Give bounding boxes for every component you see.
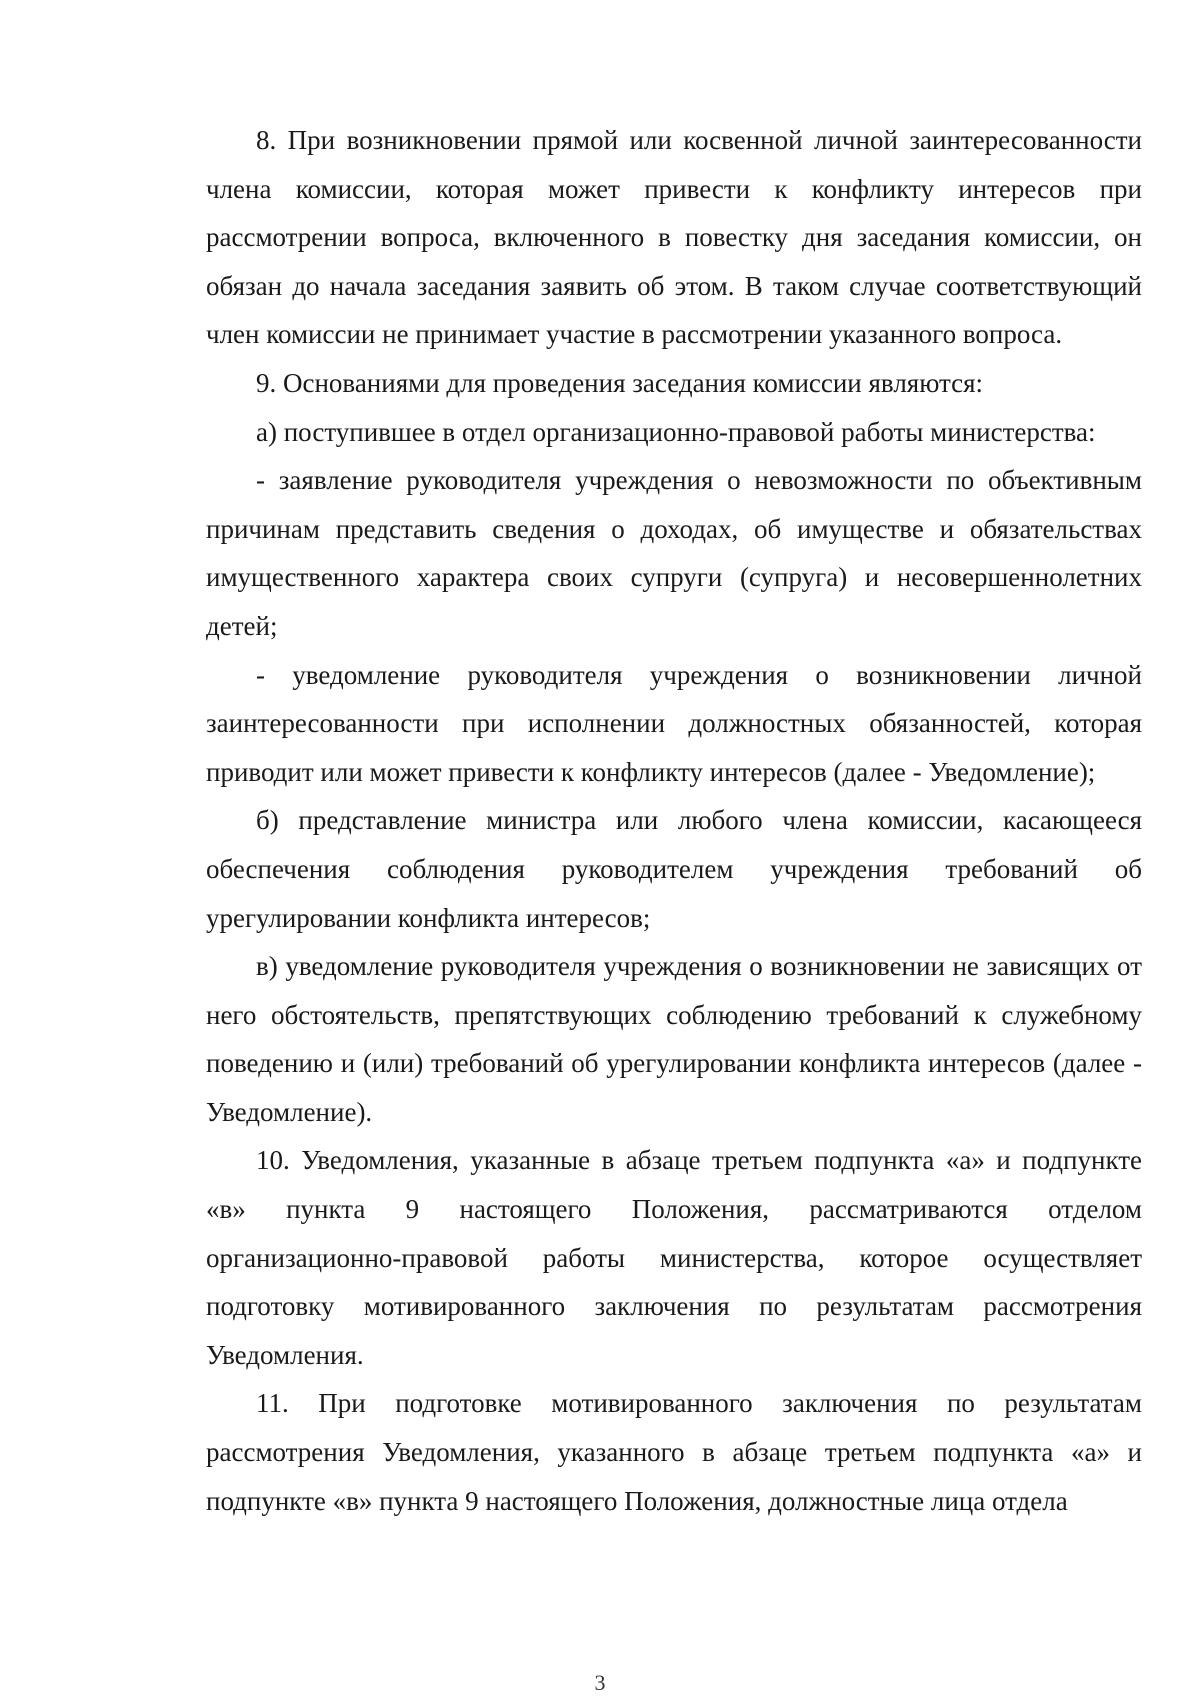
paragraph-subitem-a: а) поступившее в отдел организационно-правовой работы министерства:	[256, 416, 1096, 447]
paragraph-dash-statement: - заявление руководителя учреждения о невозможности по объективным причинам представить сведения о доходах, об имуществе и обязательствах имущественного характера своих супруги (супруга) и несовершеннолетних детей;	[206, 465, 1142, 641]
paragraph-item-11: 11. При подготовке мотивированного заключения по результатам рассмотрения Уведомления, указанного в абзаце третьем подпункта «а» и подпункте «в» пункта 9 настоящего Положения, должностные лица отдела	[206, 1388, 1142, 1516]
paragraph-dash-notification: - уведомление руководителя учреждения о возникновении личной заинтересованности при исполнении должностных обязанностей, которая приводит или может привести к конфликту интересов (далее - Уведомление);	[206, 659, 1142, 787]
paragraph-subitem-b: б) представление министра или любого члена комиссии, касающееся обеспечения соблюдения руководителем учреждения требований об урегулировании конфликта интересов;	[206, 805, 1142, 933]
paragraph-item-9: 9. Основаниями для проведения заседания комиссии являются:	[256, 367, 984, 398]
paragraph-item-8: 8. При возникновении прямой или косвенной личной заинтересованности члена комиссии, которая может привести к конфликту интересов при рассмотрении вопроса, включенного в повестку дня заседания комиссии, он обязан до начала заседания заявить об этом. В таком случае соответствующий член комиссии не принимает участие в рассмотрении указанного вопроса.	[206, 125, 1142, 350]
paragraph-subitem-v: в) уведомление руководителя учреждения о возникновении не зависящих от него обстоятельств, препятствующих соблюдению требований к служебному поведению и (или) требований об урегулировании конфликта интересов (далее - Уведомление).	[206, 951, 1142, 1127]
paragraph-item-10: 10. Уведомления, указанные в абзаце третьем подпункта «а» и подпункте «в» пункта 9 настоящего Положения, рассматриваются отделом организационно-правовой работы министерства, которое осуществляет подготовку мотивированного заключения по результатам рассмотрения Уведомления.	[206, 1145, 1142, 1370]
page-number: 3	[594, 1670, 606, 1695]
document-body	[206, 116, 1142, 1525]
